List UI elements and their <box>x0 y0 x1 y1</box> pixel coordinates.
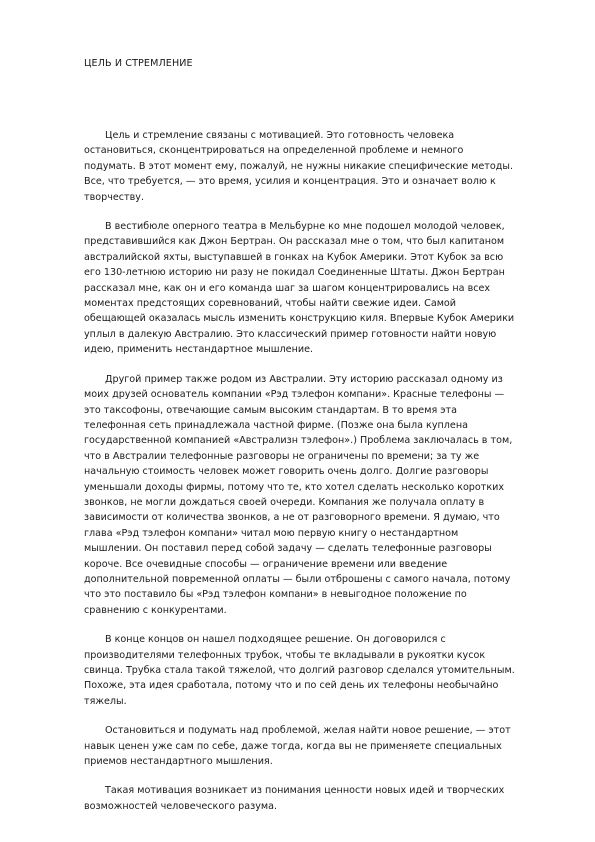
paragraph: В вестибюле оперного театра в Мельбурне ко мне подошел молодой человек, представившийся как Джон Бертран. Он рассказал мне о том, что был капитаном австралийской яхты, выступавшей в гонках на Кубок Америки. Этот Кубок за всю его 130-летнюю историю ни разу не покидал Соединенные Штаты. Джон Бертран рассказал мне, как он и его команда шаг за шагом концентрировались на всех моментах предстоящих соревнований, чтобы найти свежие идеи. Самой обещающей оказалась мысль изменить конструкцию киля. Впервые Кубок Америки уплыл в далекую Австралию. Это классический пример готовности найти новую идею, применить нестандартное мышление. <box>84 221 515 356</box>
page-title: ЦЕЛЬ И СТРЕМЛЕНИЕ <box>84 58 193 69</box>
paragraph: Цель и стремление связаны с мотивацией. Это готовность человека остановиться, сконцентрироваться на определенной проблеме и немного подумать. В этот момент ему, пожалуй, не нужны никакие специфические методы. Все, что требуется, — это время, усилия и концентрация. Это и означает волю к творчеству. <box>84 130 513 203</box>
paragraph: Остановиться и подумать над проблемой, желая найти новое решение, — этот навык ценен уже сам по себе, даже тогда, когда вы не применяете специальных приемов нестандартного мышления. <box>84 725 511 768</box>
paragraph: Такая мотивация возникает из понимания ценности новых идей и творческих возможностей человеческого разума. <box>84 785 505 812</box>
paragraph: В конце концов он нашел подходящее решение. Он договорился с производителями телефонных трубок, чтобы те вкладывали в рукоятки кусок свинца. Трубка стала такой тяжелой, что долгий разговор сделался утомительным. Похоже, эта идея сработала, потому что и по сей день их телефоны необычайно тяжелы. <box>84 634 515 707</box>
paragraph: Другой пример также родом из Австралии. Эту историю рассказал одному из моих друзей основатель компании «Рэд тэлефон компани». Красные телефоны — это таксофоны, отвечающие самым высоким стандартам. В то время эта телефонная сеть принадлежала частной фирме. (Позже она была куплена государственной компанией «Австрализн тэлефон».) Проблема заключалась в том, что в Австралии телефонные разговоры не ограничены по времени; за ту же начальную стоимость человек может говорить очень долго. Долгие разговоры уменьшали доходы фирмы, потому что те, кто хотел сделать несколько коротких звонков, не могли дождаться своей очереди. Компания же получала оплату в зависимости от количества звонков, а не от разговорного времени. Я думаю, что глава «Рэд тэлефон компани» читал мою первую книгу о нестандартном мышлении. Он поставил перед собой задачу — сделать телефонные разговоры короче. Все очевидные способы — ограничение времени или введение дополнительной повременной оплаты — были отброшены с самого начала, потому что это поставило бы «Рэд тэлефон компани» в невыгодное положение по сравнению с конкурентами. <box>84 373 513 616</box>
document-body <box>84 128 518 814</box>
